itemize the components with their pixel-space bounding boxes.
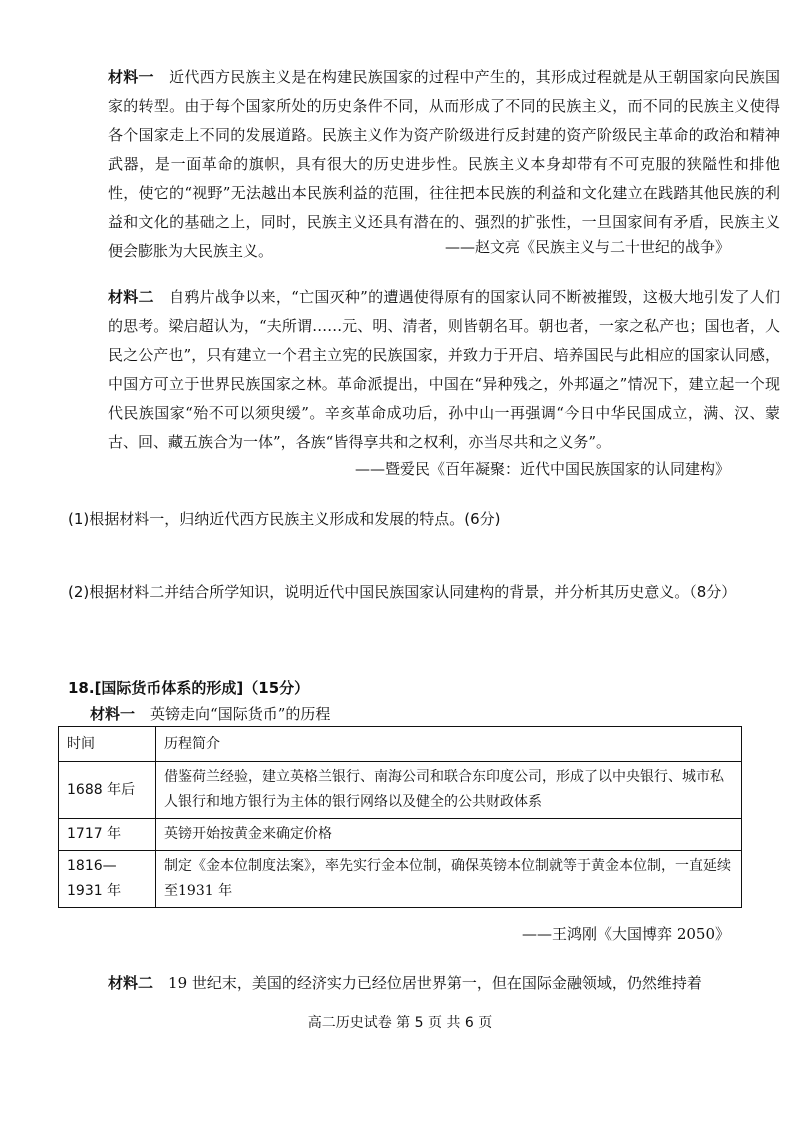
section-18-heading: 18.[国际货币体系的形成]（15分）: [68, 679, 310, 697]
table-row: [59, 819, 742, 851]
table-cell-time: 1717 年: [59, 819, 156, 851]
material-1-citation: ——赵文亮《民族主义与二十世纪的战争》: [444, 238, 730, 256]
table-cell-time: 1688 年后: [59, 762, 156, 819]
table-caption-text: 英镑走向“国际货币”的历程: [150, 705, 331, 723]
material-1-text: 近代西方民族主义是在构建民族国家的过程中产生的，其形成过程就是从王朝国家向民族国家的转型。由于每个国家所处的历史条件不同，从而形成了不同的民族主义，而不同的民族主义使得各个国家走上不同的发展道路。民族主义作为资产阶级进行反封建的资产阶级民主革命的政治和精神武器，是一面革命的旗帜，具有很大的历史进步性。民族主义本身却带有不可克服的狭隘性和排他性，使它的“视野”无法越出本民族利益的范围，往往把本民族的利益和文化建立在践踏其他民族的利益和文化的基础之上，同时，民族主义还具有潜在的、强烈的扩张性，一旦国家间有矛盾，民族主义便会膨胀为大民族主义。: [108, 68, 780, 260]
material-2-text: 自鸦片战争以来，“亡国灭种”的遭遇使得原有的国家认同不断被摧毁，这极大地引发了人们的思考。梁启超认为，“夫所谓……元、明、清者，则皆朝名耳。朝也者，一家之私产也；国也者，人民之公产也”，只有建立一个君主立宪的民族国家，并致力于开启、培养国民与此相应的国家认同感，中国方可立于世界民族国家之林。革命派提出，中国在“异种残之，外邦逼之”情况下，建立起一个现代民族国家“殆不可以须臾缓”。辛亥革命成功后，孙中山一再强调“今日中华民国成立，满、汉、蒙古、回、藏五族合为一体”，各族“皆得享共和之权利，亦当尽共和之义务”。: [108, 288, 780, 451]
section-18-material-2-text: 19 世纪末，美国的经济实力已经位居世界第一，但在国际金融领域，仍然维持着: [168, 974, 702, 992]
section-18-material-2-label: 材料二: [108, 974, 154, 992]
section-18-material-2-paragraph: [68, 969, 780, 998]
table-row: [59, 851, 742, 908]
question-2: (2)根据材料二并结合所学知识，说明近代中国民族国家认同建构的背景，并分析其历史意义。（8分）: [68, 583, 737, 601]
table-cell-summary: 借鉴荷兰经验，建立英格兰银行、南海公司和联合东印度公司，形成了以中央银行、城市私人银行和地方银行为主体的银行网络以及健全的公共财政体系: [156, 762, 742, 819]
page-footer: 高二历史试卷 第 5 页 共 6 页: [307, 1015, 493, 1031]
question-1: (1)根据材料一，归纳近代西方民族主义形成和发展的特点。(6分): [68, 510, 501, 528]
table-header-summary: 历程简介: [156, 727, 742, 762]
material-2-citation: ——暨爱民《百年凝聚：近代中国民族国家的认同建构》: [354, 460, 730, 478]
material-2-label: 材料二: [108, 288, 154, 306]
table-row: [59, 762, 742, 819]
table-cell-time: 1816—1931 年: [59, 851, 156, 908]
material-1-label: 材料一: [108, 68, 154, 86]
table-caption-label: 材料一: [90, 705, 136, 723]
table-cell-summary: 制定《金本位制度法案》，率先实行金本位制，确保英镑本位制就等于黄金本位制，一直延续至1931 年: [156, 851, 742, 908]
table-cell-summary: 英镑开始按黄金来确定价格: [156, 819, 742, 851]
table-citation: ——王鸿刚《大国博弈 2050》: [522, 925, 730, 943]
table-header-row: [59, 727, 742, 762]
history-table: [58, 726, 742, 908]
material-2-paragraph: [68, 283, 780, 457]
table-caption: [90, 701, 330, 727]
table-header-time: 时间: [59, 727, 156, 762]
